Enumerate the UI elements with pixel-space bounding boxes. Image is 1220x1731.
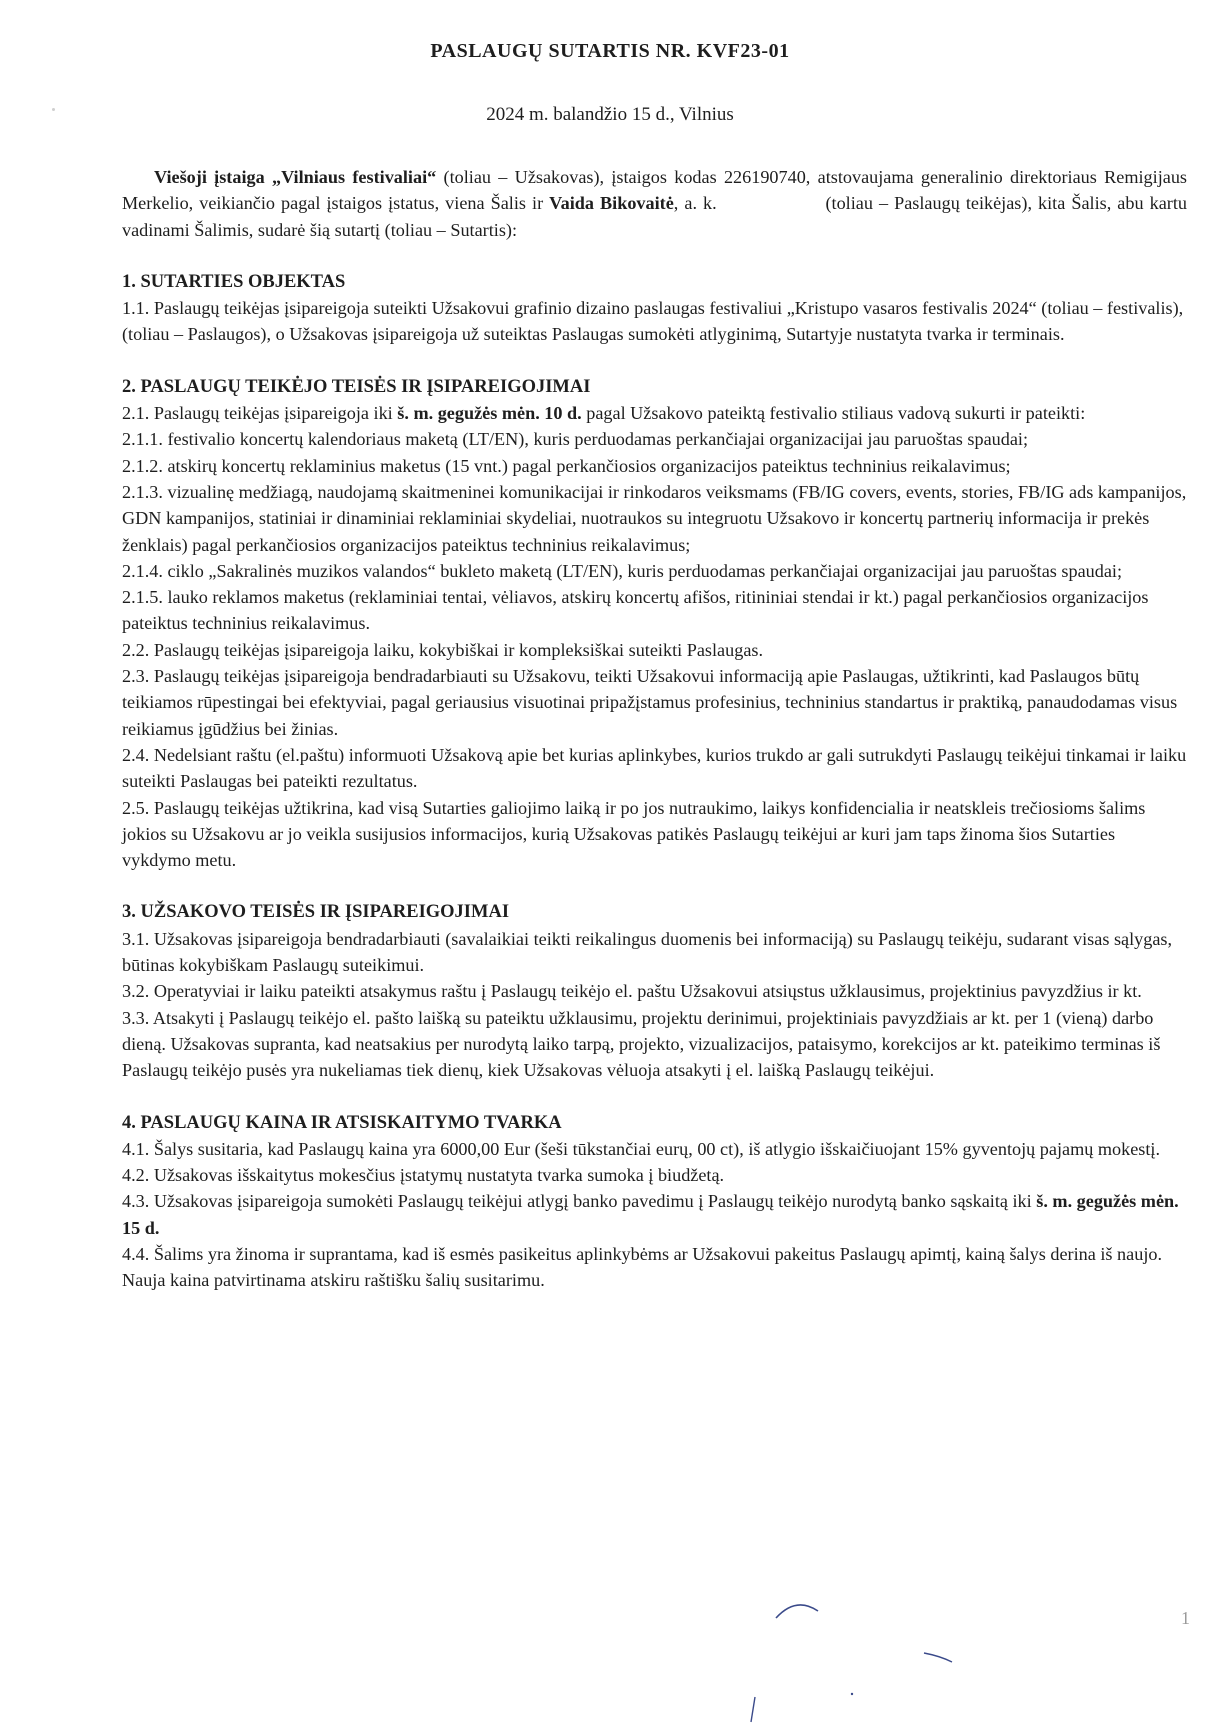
- org-name: Viešoji įstaiga „Vilniaus festivaliai“: [154, 167, 437, 187]
- provider-name: Vaida Bikovaitė: [549, 193, 674, 214]
- clause: 2.1.5. lauko reklamos maketus (reklaminiai tentai, vėliavos, atskirų koncertų afišos, ritininiai stendai ir kt.) pagal perkančiosios organizacijos pateiktus techninius reikalavimus.: [122, 587, 1149, 634]
- section-heading: 4. PASLAUGŲ KAINA IR ATSISKAITYMO TVARKA: [122, 1112, 562, 1133]
- clause: 1.1. Paslaugų teikėjas įsipareigoja suteikti Užsakovui grafinio dizaino paslaugas festivaliui „Kristupo vasaros festivalis 2024“ (toliau – festivalis), (toliau – Paslaugos), o Užsakovas įsipareigoja už suteiktas Paslaugas sumokėti atlyginimą, Sutartyje nustatyta tvarka ir terminais.: [122, 298, 1184, 345]
- clause: 3.3. Atsakyti į Paslaugų teikėjo el. pašto laišką su pateiktu užklausimu, projektu derinimui, projektiniais pavyzdžiais ar kt. per 1 (vieną) darbo dieną. Užsakovas supranta, kad neatsakius per nurodytą laiko tarpą, projekto, vizualizacijos, pataisymo, korekcijos ar kt. pateikimo terminas iš Paslaugų teikėjo pusės yra nukeliamas tiek dienų, kiek Užsakovas vėluoja atsakyti į el. laišką Paslaugų teikėjui.: [122, 1007, 1161, 1081]
- clause: 2.4. Nedelsiant raštu (el.paštu) informuoti Užsakovą apie bet kurias aplinkybes, kurios trukdo ar gali sutrukdyti Paslaugų teikėjui tinkamai ir laiku suteikti Paslaugas bei pateikti rezultatus.: [122, 744, 1187, 792]
- clause: 2.1.1. festivalio koncertų kalendoriaus maketą (LT/EN), kuris perduodamas perkančiajai organizacijai jau paruoštas spaudai;: [122, 429, 1029, 450]
- clause: 4.4. Šalims yra žinoma ir suprantama, kad iš esmės pasikeitus aplinkybėms ar Užsakovui pakeitus Paslaugų apimtį, kainą šalys derina iš naujo. Nauja kaina patvirtinama atskiru raštišku šalių susitarimu.: [122, 1243, 1163, 1291]
- signature-dot: [851, 1693, 853, 1695]
- payment-date: š. m. gegužės mėn. 15 d.: [122, 1191, 1179, 1238]
- clause: 2.1.2. atskirų koncertų reklaminius maketus (15 vnt.) pagal perkančiosios organizacijos pateiktus techninius reikalavimus;: [122, 455, 1011, 476]
- page-number: 1: [1181, 1608, 1190, 1628]
- clause: 4.2. Užsakovas išskaitytus mokesčius įstatymų nustatyta tvarka sumoka į biudžetą.: [122, 1165, 725, 1186]
- clause: 3.2. Operatyviai ir laiku pateikti atsakymus raštu į Paslaugų teikėjo el. paštu Užsakovui atsiųstus užklausimus, projektinius pavyzdžius ir kt.: [122, 981, 1142, 1002]
- section-heading: 2. PASLAUGŲ TEIKĖJO TEISĖS IR ĮSIPAREIGOJIMAI: [122, 376, 591, 397]
- section-heading: 1. SUTARTIES OBJEKTAS: [122, 271, 346, 292]
- intro-text-1: (toliau – Užsakovas), įstaigos kodas 226190740, atstovaujama generalinio direktoriaus Remigijaus Merkelio, veikiančio pagal įstaigos įstatus, viena Šalis ir: [122, 167, 1187, 214]
- clause: 2.1.4. ciklo „Sakralinės muzikos valandos“ bukleto maketą (LT/EN), kuris perduodamas perkančiajai organizacijai jau paruoštas spaudai;: [122, 560, 1123, 581]
- contract-title: PASLAUGŲ SUTARTIS NR. KVF23-01: [430, 40, 790, 62]
- contract-date-place: 2024 m. balandžio 15 d., Vilnius: [486, 104, 734, 125]
- signature-stroke: [924, 1653, 952, 1662]
- section-heading: 3. UŽSAKOVO TEISĖS IR ĮSIPAREIGOJIMAI: [122, 902, 510, 923]
- deadline-date: š. m. gegužės mėn. 10 d.: [397, 403, 582, 424]
- clause: 2.3. Paslaugų teikėjas įsipareigoja bendradarbiauti su Užsakovu, teikti Užsakovui informaciją apie Paslaugas, užtikrinti, kad Paslaugos būtų teikiamos rūpestingai bei efektyviai, pagal geriausius visuotinai pripažįstamus profesinius, techninius standartus ir praktiką, panaudodamas visus reikiamus įgūdžius bei žinias.: [122, 666, 1178, 739]
- intro-text-2: , a. k. (toliau – Paslaugų teikėjas), kita Šalis, abu kartu vadinami Šalimis, sudarė šią sutartį (toliau – Sutartis):: [122, 193, 1192, 240]
- clause: 4.1. Šalys susitaria, kad Paslaugų kaina yra 6000,00 Eur (šeši tūkstančiai eurų, 00 ct), iš atlygio išskaičiuojant 15% gyventojų pajamų mokestį.: [122, 1138, 1161, 1159]
- clause-text: pagal Užsakovo pateiktą festivalio stiliaus vadovą sukurti ir pateikti:: [581, 403, 1086, 424]
- clause-text: 2.1. Paslaugų teikėjas įsipareigoja iki: [122, 403, 398, 424]
- clause: 2.2. Paslaugų teikėjas įsipareigoja laiku, kokybiškai ir kompleksiškai suteikti Paslaugas.: [122, 639, 764, 660]
- clause: 2.1.3. vizualinę medžiagą, naudojamą skaitmeninei komunikacijai ir rinkodaros veiksmams (FB/IG covers, events, stories, FB/IG ads kampanijos, GDN kampanijos, statiniai ir dinaminiai reklaminiai skydeliai, nuotraukos su integruotu Užsakovo ir koncertų partnerių informacija ir prekės ženklais) pagal perkančiosios organizacijos pateiktus techninius reikalavimus;: [122, 481, 1187, 555]
- signature-stroke: [751, 1697, 755, 1722]
- clause: 3.1. Užsakovas įsipareigoja bendradarbiauti (savalaikiai teikti reikalingus duomenis bei informaciją) su Paslaugų teikėju, sudarant visas sąlygas, būtinas kokybiškam Paslaugų suteikimui.: [122, 928, 1173, 976]
- clause: 2.5. Paslaugų teikėjas užtikrina, kad visą Sutarties galiojimo laiką ir po jos nutraukimo, laikys konfidencialia ir neatskleis trečiosioms šalims jokios su Užsakovu ar jo veikla susijusios informacijos, kurią Užsakovas patikės Paslaugų teikėjui ar kuri jam taps žinoma šios Sutarties vykdymo metu.: [122, 797, 1146, 871]
- signature-stroke: [776, 1605, 818, 1618]
- clause-text: 4.3. Užsakovas įsipareigoja sumokėti Paslaugų teikėjui atlygį banko pavedimu į Paslaugų teikėjo nurodytą banko sąskaitą iki: [122, 1191, 1037, 1212]
